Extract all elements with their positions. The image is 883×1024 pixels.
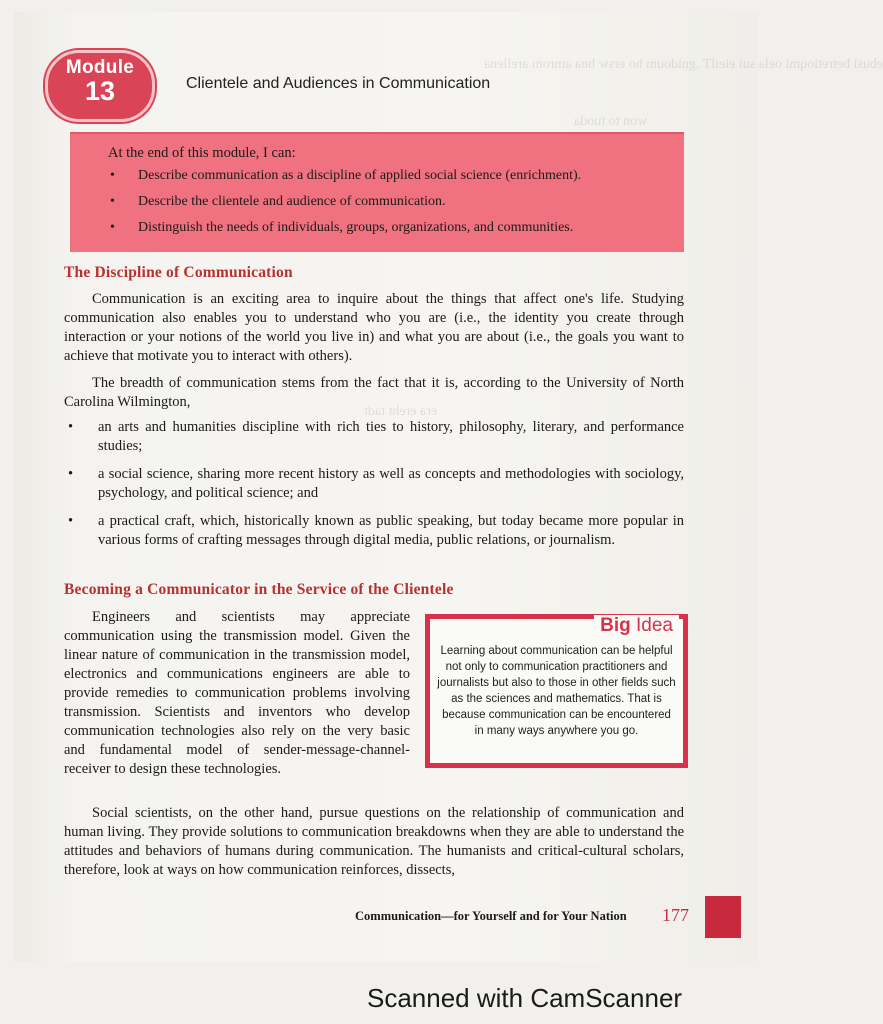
- objective-item: • Describe communication as a discipline of applied social science (enrichment).: [108, 168, 581, 194]
- footer-book-title: Communication—for Yourself and for Your Nation: [355, 909, 627, 923]
- big-idea-title-rest: Idea: [636, 615, 673, 636]
- objectives-heading: At the end of this module, I can:: [108, 145, 296, 161]
- bullet-item: • an arts and humanities discipline with rich ties to history, philosophy, literary, and performance studies;: [64, 418, 684, 456]
- page-number: 177: [662, 905, 689, 925]
- paragraph: [64, 374, 684, 412]
- bleed-through-text: ebusi betretioqmi oela sui eieilT .gnidoum ho ersw bna amrom arellena: [484, 57, 883, 72]
- paragraph: [64, 290, 684, 366]
- bullet-item: • a social science, sharing more recent history as well as concepts and methodologies with sociology, psychology, and political science; and: [64, 465, 684, 503]
- paragraph-text: The breadth of communication stems from the fact that it is, according to the University of North Carolina Wilmington,: [64, 375, 684, 410]
- page-edge-tab: [705, 896, 741, 938]
- paragraph: [64, 608, 410, 779]
- discipline-bullet-list: [64, 418, 684, 559]
- objectives-list: [108, 168, 581, 246]
- section-heading-communicator: Becoming a Communicator in the Service of the Clientele: [64, 581, 454, 598]
- scanner-watermark: Scanned with CamScanner: [367, 983, 683, 1013]
- objective-item: • Describe the clientele and audience of communication.: [108, 194, 581, 220]
- section-heading-discipline: The Discipline of Communication: [64, 264, 293, 281]
- bleed-through-text: era ereht tadt: [364, 404, 438, 419]
- big-idea-text: Learning about communication can be helpful not only to communication practitioners and journalists but also to those in other fields such as the sciences and mathematics. That is because communication can be encountered in many ways anywhere you go.: [437, 645, 676, 737]
- paragraph-text: Engineers and scientists may appreciate communication using the transmission model. Given the linear nature of communication in the transmission model, electronics and communications engineers are able to provide remedies to communication problems involving transmission. Scientists and inventors who develop communication technologies also rely on the very basic and fundamental model of sender-message-channel-receiver to design these technologies.: [64, 609, 410, 777]
- big-idea-title: [594, 615, 679, 637]
- module-badge: [45, 50, 155, 122]
- big-idea-box: [425, 614, 688, 768]
- paragraph: [64, 804, 684, 880]
- module-title: Clientele and Audiences in Communication: [186, 75, 491, 92]
- learning-objectives-box: [70, 132, 684, 252]
- big-idea-title-bold: Big: [600, 615, 631, 636]
- bullet-item: • a practical craft, which, historically known as public speaking, but today became more popular in various forms of crafting messages through digital media, public relations, or journalism.: [64, 512, 684, 550]
- objective-item: • Distinguish the needs of individuals, groups, organizations, and communities.: [108, 220, 581, 246]
- paragraph-text: Communication is an exciting area to inquire about the things that affect one's life. Studying communication also enables you to understand who you are (i.e., the identity you create through interaction or your notions of the world you live in) and what you are about (i.e., the goals you want to achieve that motivate you to interact with others).: [64, 291, 684, 364]
- bleed-through-text: won to tuoda: [574, 114, 648, 129]
- module-label: Module: [65, 57, 135, 78]
- module-number: 13: [84, 76, 116, 106]
- paragraph-text: Social scientists, on the other hand, pursue questions on the relationship of communication and human living. They provide solutions to communication breakdowns when they are able to understand the attitudes and behaviors of humans during communication. The humanists and critical-cultural scholars, therefore, look at ways on how communication reinforces, dissects,: [64, 805, 684, 878]
